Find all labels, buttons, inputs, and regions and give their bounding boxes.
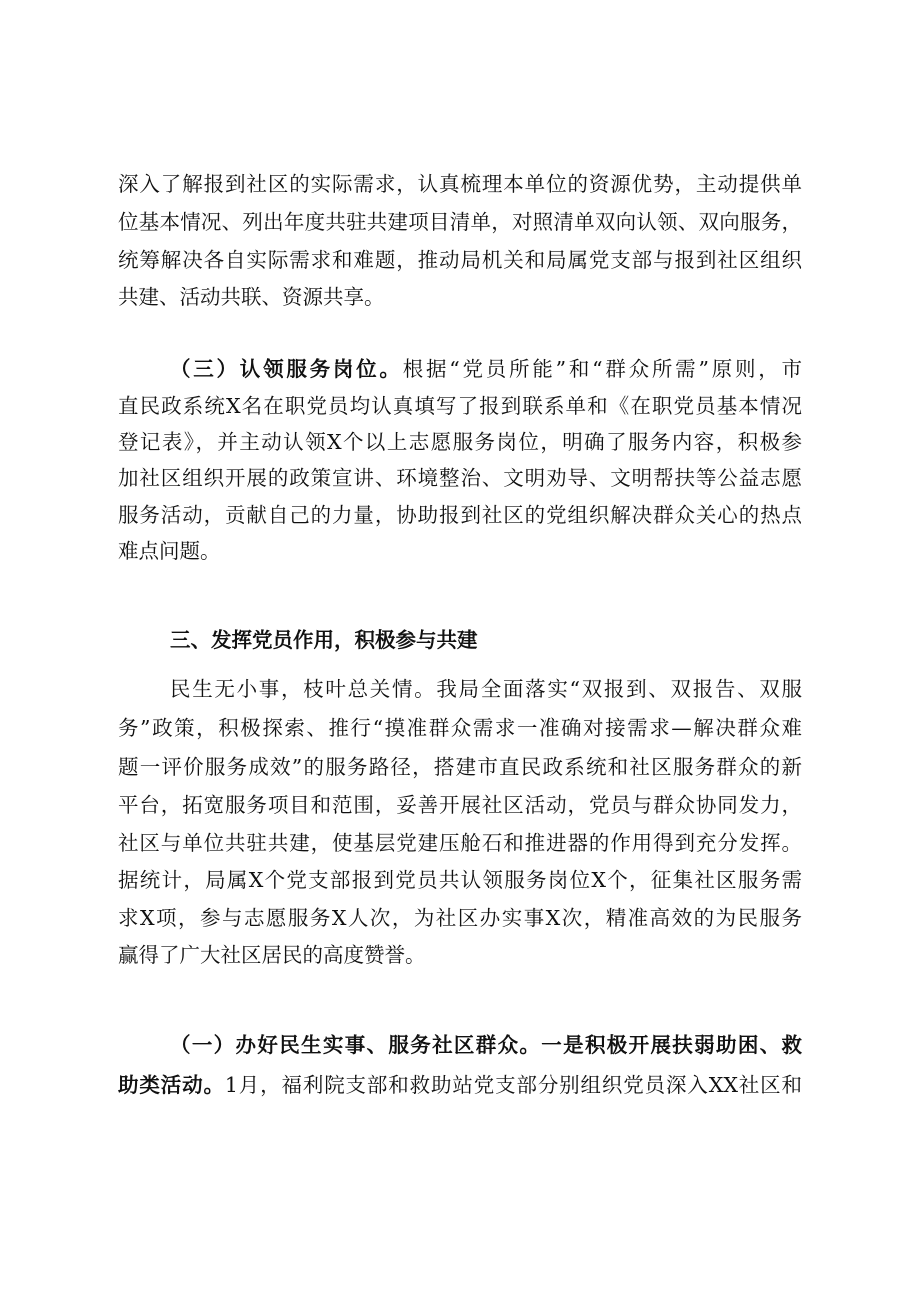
paragraph-line: 平台，拓宽服务项目和范围，妥善开展社区活动，党员与群众协同发力，	[118, 793, 802, 817]
paragraph-line: 赢得了广大社区居民的高度赞誉。	[118, 943, 426, 967]
paragraph-line: 务”政策，积极探索、推行“摸准群众需求一准确对接需求—解决群众难	[118, 716, 802, 740]
paragraph-line: 题一评价服务成效”的服务路径，搭建市直民政系统和社区服务群众的新	[118, 755, 802, 779]
paragraph-line: 共建、活动共联、资源共享。	[118, 285, 385, 309]
paragraph-line: 直民政系统X名在职党员均认真填写了报到联系单和《在职党员基本情况	[118, 394, 802, 418]
paragraph-line: 求X项，参与志愿服务X人次，为社区办实事X次，精准高效的为民服务	[118, 906, 802, 930]
paragraph-text: 1月，福利院支部和救助站党支部分别组织党员深入XX社区和	[224, 1073, 803, 1097]
paragraph-line: 深入了解报到社区的实际需求，认真梳理本单位的资源优势，主动提供单	[118, 172, 802, 196]
paragraph-line: 服务活动，贡献自己的力量，协助报到社区的党组织解决群众关心的热点	[118, 503, 802, 527]
paragraph-line: 位基本情况、列出年度共驻共建项目清单，对照清单双向认领、双向服务，	[118, 210, 802, 234]
paragraph-line: 据统计，局属X个党支部报到党员共认领服务岗位X个，征集社区服务需	[118, 868, 802, 892]
paragraph-line: 登记表》，并主动认领X个以上志愿服务岗位，明确了服务内容，积极参	[118, 430, 802, 454]
paragraph-line: 加社区组织开展的政策宣讲、环境整治、文明劝导、文明帮扶等公益志愿	[118, 466, 802, 490]
paragraph-line	[118, 1071, 802, 1099]
paragraph-line: 统筹解决各自实际需求和难题，推动局机关和局属党支部与报到社区组织	[118, 248, 802, 272]
section-heading-line	[170, 355, 802, 383]
paragraph-line: 民生无小事，枝叶总关情。我局全面落实“双报到、双报告、双服	[170, 677, 802, 701]
subsection-heading-tail: 助类活动。	[118, 1073, 225, 1097]
paragraph-text: 根据“党员所能”和“群众所需”原则，市	[402, 357, 803, 381]
paragraph-line: 难点问题。	[118, 539, 221, 563]
subsection-heading-line: （一）办好民生实事、服务社区群众。一是积极开展扶弱助困、救	[170, 1033, 802, 1057]
section-heading-recruit-service-posts: （三）认领服务岗位。	[170, 357, 403, 381]
paragraph-line: 社区与单位共驻共建，使基层党建压舱石和推进器的作用得到充分发挥。	[118, 831, 802, 855]
part-heading: 三、发挥党员作用，积极参与共建	[170, 628, 478, 652]
